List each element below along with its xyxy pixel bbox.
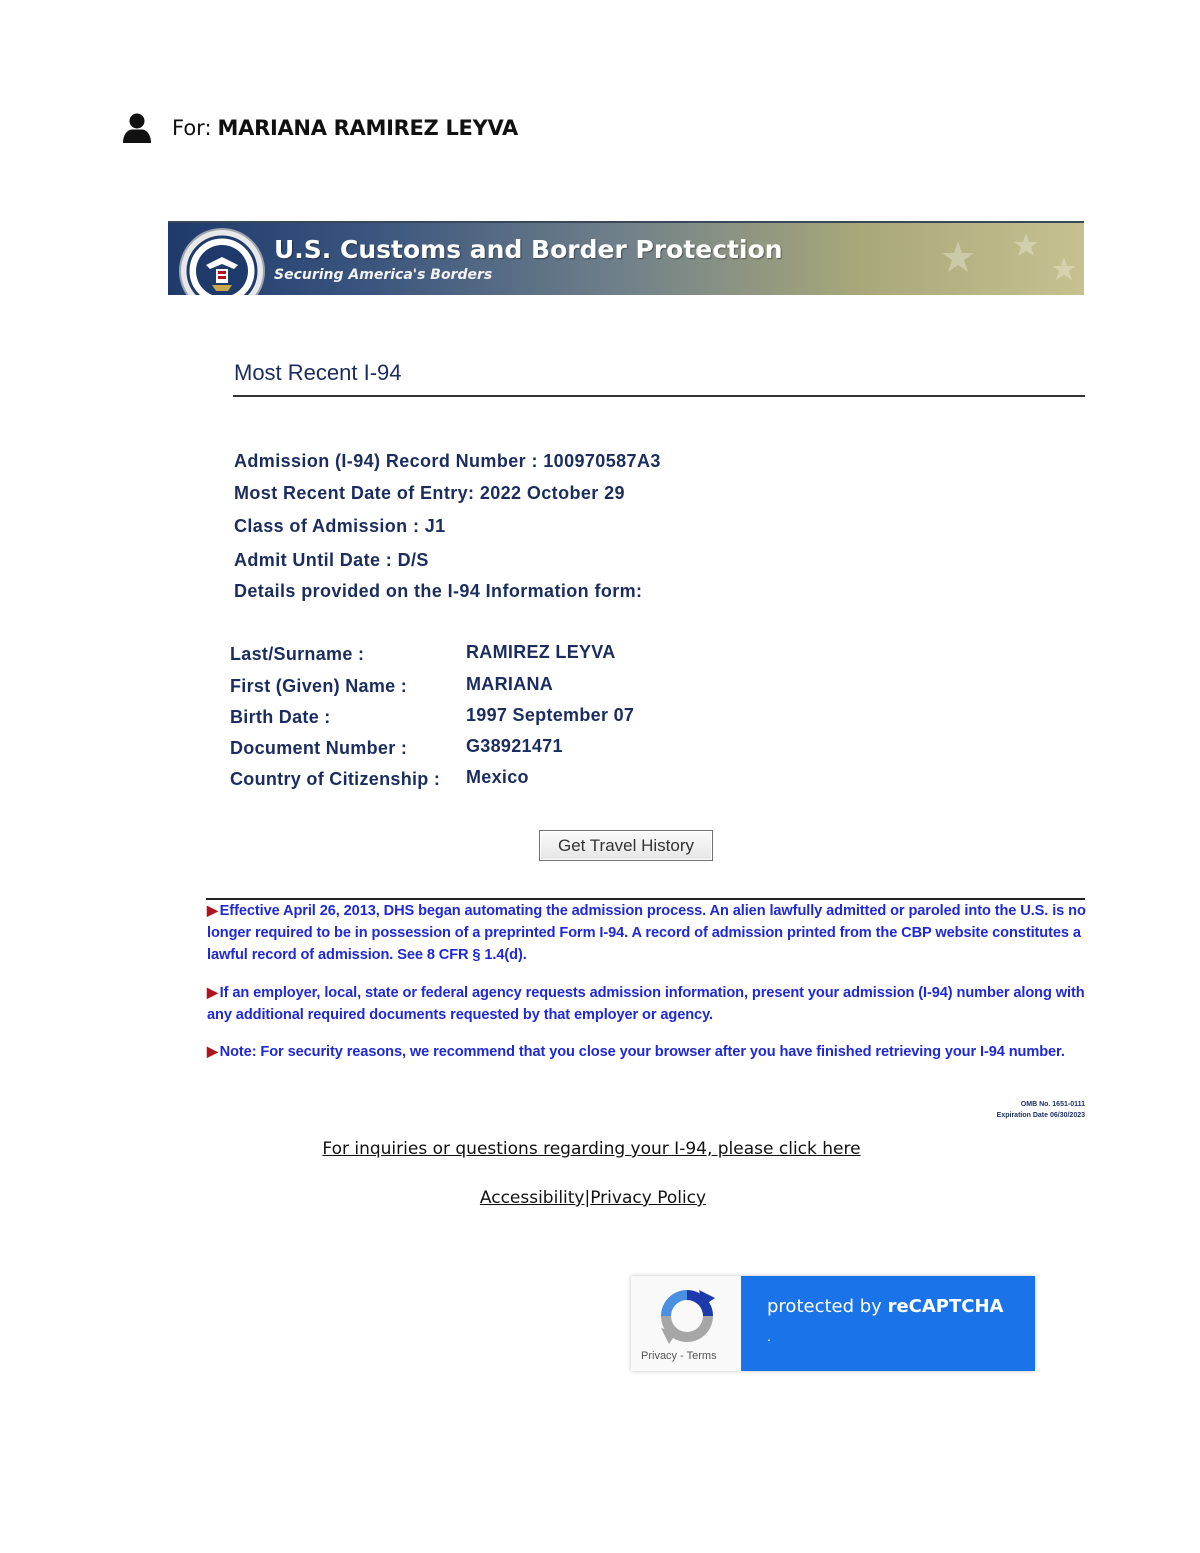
recaptcha-privacy-terms[interactable]: Privacy - Terms — [641, 1350, 717, 1362]
notice-marker-icon: ▶ — [207, 902, 218, 918]
detail-value-birth-date: 1997 September 07 — [466, 705, 635, 725]
recaptcha-badge[interactable] — [631, 1276, 1035, 1371]
cbp-seal-icon — [178, 227, 266, 295]
for-header — [122, 112, 518, 144]
stars-decoration — [928, 223, 1084, 295]
notice-text: If an employer, local, state or federal agency requests admission information, present your admission (I-94) number along with any additional required documents requested by that employer or agency. — [207, 985, 1085, 1023]
detail-label-document-number: Document Number : — [230, 738, 408, 758]
class-of-admission: Class of Admission : J1 — [234, 516, 446, 536]
notice-marker-icon: ▶ — [207, 984, 218, 1000]
notice-automation — [207, 899, 1087, 966]
notice-security — [207, 1040, 1087, 1063]
cbp-banner — [168, 221, 1084, 295]
recaptcha-protected-text: protected by reCAPTCHA — [767, 1296, 1004, 1317]
accessibility-link[interactable]: Accessibility — [479, 1188, 585, 1208]
detail-value-surname: RAMIREZ LEYVA — [466, 642, 616, 662]
admission-record-number: Admission (I-94) Record Number : 100970587A3 — [234, 451, 661, 471]
agency-name: U.S. Customs and Border Protection — [274, 235, 783, 264]
detail-label-citizenship: Country of Citizenship : — [230, 769, 441, 789]
notice-marker-icon: ▶ — [207, 1043, 218, 1059]
detail-value-citizenship: Mexico — [466, 767, 529, 787]
omb-number: OMB No. 1651-0111 — [1020, 1101, 1085, 1108]
omb-info — [997, 1099, 1085, 1121]
notice-text: Effective April 26, 2013, DHS began automating the admission process. An alien lawfully admitted or paroled into the U.S. is no longer required to be in possession of a preprinted Form I-94. A record of admission printed from the CBP website constitutes a lawful record of admission. See 8 CFR § 1.4(d). — [207, 903, 1086, 963]
admit-until-date: Admit Until Date : D/S — [234, 550, 429, 570]
details-heading: Details provided on the I-94 Information form: — [234, 581, 643, 601]
person-icon — [122, 112, 152, 144]
detail-value-given-name: MARIANA — [466, 674, 554, 694]
get-travel-history-button[interactable]: Get Travel History — [539, 830, 713, 861]
detail-value-document-number: G38921471 — [466, 736, 563, 756]
footer-separator: | — [584, 1188, 591, 1208]
section-divider — [233, 395, 1085, 397]
section-title: Most Recent I-94 — [234, 360, 402, 385]
inquiries-link[interactable]: For inquiries or questions regarding your I-94, please click here — [322, 1139, 861, 1159]
traveler-name: MARIANA RAMIREZ LEYVA — [217, 116, 518, 140]
notice-employer — [207, 981, 1087, 1026]
agency-tagline: Securing America's Borders — [274, 267, 493, 283]
recaptcha-logo-icon — [655, 1284, 719, 1348]
notice-text: Note: For security reasons, we recommend that you close your browser after you have finished retrieving your I-94 number. — [219, 1044, 1065, 1060]
detail-label-given-name: First (Given) Name : — [230, 676, 408, 696]
most-recent-entry-date: Most Recent Date of Entry: 2022 October 29 — [234, 483, 625, 503]
recaptcha-dot: . — [767, 1328, 771, 1344]
detail-label-birth-date: Birth Date : — [230, 707, 331, 727]
recaptcha-logo-pane — [631, 1276, 741, 1371]
privacy-policy-link[interactable]: Privacy Policy — [590, 1188, 707, 1208]
omb-expiration: Expiration Date 06/30/2023 — [996, 1112, 1085, 1119]
detail-label-surname: Last/Surname : — [230, 644, 365, 664]
footer-links — [0, 1188, 1186, 1208]
recaptcha-text-pane — [741, 1276, 1035, 1371]
for-label: For: — [172, 116, 212, 140]
